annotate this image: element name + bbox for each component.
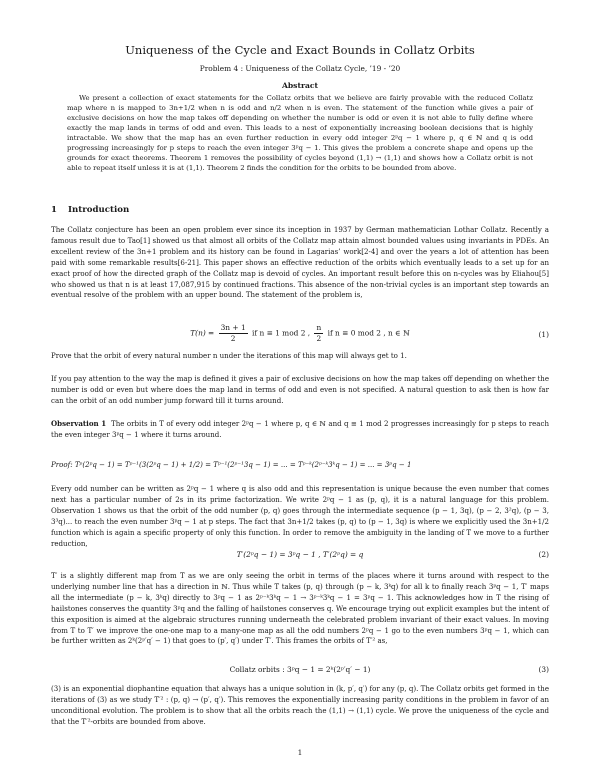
equation-1-tag: (1) (538, 330, 549, 339)
equation-3 (51, 665, 549, 679)
observation-1-heading: Observation 1 (51, 419, 107, 428)
equation-1 (51, 323, 549, 347)
eq1-fraction-even (314, 323, 323, 344)
equation-2 (51, 550, 549, 564)
eq1-fraction-odd (219, 323, 248, 344)
equation-1-body (51, 323, 549, 344)
paragraph-t-prime: T′ is a slightly different map from T as we are only seeing the orbit in terms of the places where it turns around with respect to the underlying number line that has a direction in ℕ. Thus while T takes (p, q) through (p − k, 3ᵏq) for all k to finally reach 3ᵖq − 1, T′ maps all the intermediate (p − k, 3ᵏq) directly to 3ᵖq − 1 as 2ᵖ⁻ᵏ3ᵏq − 1 → 3ᵖ⁻ᵏ3ᵏq − 1 = 3ᵖq − 1. This acknowledges how in T the rising of hailstones conserves the quantity 3ᵖq and the falling of hailstones conserves q. We encourage trying out explicit examples but the intent of this exposition is aimed at the algebraic structures running underneath the celebrated problem invariant of their exact values. In moving from T to T′ we improve the one-one map to a many-one map as all the odd numbers 2ᵖq − 1 go to the even numbers 3ᵖq − 1, which can be further written as 2ᵏ(2ᵖ′q′ − 1) that goes to (p′, q′) under T′. This frames the orbits of T′² as, (51, 571, 549, 646)
abstract-heading: Abstract (281, 81, 319, 90)
eq1-cond-odd: if n ≡ 1 mod 2 , (252, 328, 311, 338)
intro-paragraph-1: The Collatz conjecture has been an open problem ever since its inception in 1937 by German mathematician Lothar Collatz. Recently a famous result due to Tao[1] showed us that almost all orbits of the Collatz map attain almost bounded values using invariants in PDEs. An excellent review of the 3n+1 problem and its history can be found in Lagarias’ work[2-4] and over the years a lot of attention has been paid with some remarkable results[6-21]. This paper shows an effective reduction of the orbits which eventually leads to a set up for an exact proof of how the directed graph of the Collatz map is devoid of cycles. An important result before this on n-cycles was by Eliahou[5] who showed us that n is at least 17,087,915 by continued fractions. This absence of the non-trivial cycles is an important step towards an eventual resolve of the problem with an upper bound. The statement of the problem is, (51, 225, 549, 300)
observation-1-body: The orbits in T of every odd integer 2ᵖq − 1 where p, q ∈ ℕ and q ≡ 1 mod 2 progresses increasingly for p steps to reach the even integer 3ᵖq − 1 where it turns around. (51, 419, 549, 439)
paper-subtitle: Problem 4 : Uniqueness of the Collatz Cycle, ’19 - ’20 (199, 64, 401, 73)
abstract-text: We present a collection of exact statements for the Collatz orbits that we believe are fairly provable with the reduced Collatz map where n is mapped to 3n+1/2 when n is odd and n/2 when n is even. The statement of the function while gives a pair of exclusive decisions on how the map takes off depending on whether the number is odd or even it is not able to fully define where exactly the map lands in terms of odd and even. This leads to a nest of exponentially increasing boolean decisions that is highly intractable. We show that the map has an even further reduction in every odd integer 2ᵖq − 1 where p, q ∈ ℕ and q is odd progressing increasingly for p steps to reach the even integer 3ᵖq − 1. This gives the problem a concrete shape and opens up the grounds for exact theorems. Theorem 1 removes the possibility of cycles beyond (1,1) → (1,1) and shows how a Collatz orbit is not able to repeat itself unless it is at (1,1). Theorem 2 finds the condition for the orbits to be bounded from above. (67, 94, 533, 172)
page-number: 1 (297, 748, 303, 757)
equation-2-body: T′(2ᵖq − 1) = 3ᵖq − 1 , T′(2ᵖq) = q (236, 550, 364, 559)
eq1-frac1-num: 3n + 1 (220, 323, 246, 332)
proof-body: Tᵖ(2ᵖq − 1) = Tᵖ⁻¹(3(2ᵖq − 1) + 1/2) = Tᵖ⁻¹(2ᵖ⁻¹3q − 1) = ... = Tᵖ⁻ᵏ(2ᵖ⁻ᵏ3ᵏq − 1) = ... = 3ᵖq − 1 (74, 460, 412, 469)
intro-paragraph-3: If you pay attention to the way the map is defined it gives a pair of exclusive decisions on how the map takes off depending on whether the number is odd or even but where does the map land in terms of odd and even is not specified. A natural question to ask then is how far can the orbit of an odd number jump forward till it turns around. (51, 374, 549, 405)
eq1-lhs: T(n) = (190, 328, 215, 338)
paragraph-diophantine: (3) is an exponential diophantine equation that always has a unique solution in (k, p′, q′) for any (p, q). The Collatz orbits get formed in the iterations of (3) as we study T′² : (p, q) → (p′, q′). This removes the exponentially increasing parity conditions in the problem in favor of an unconditional evolution. The problem is to show that all the orbits reach the (1,1) → (1,1) cycle. We prove the uniqueness of the cycle and that the T′²-orbits are bounded from above. (51, 684, 549, 726)
abstract (67, 93, 533, 173)
proof-label: Proof: (51, 460, 73, 469)
eq1-cond-even: if n ≡ 0 mod 2 , n ∈ ℕ (327, 328, 410, 338)
eq1-frac1-den: 2 (230, 334, 236, 343)
intro-paragraph-2: Prove that the orbit of every natural number n under the iterations of this map will always get to 1. (51, 351, 407, 360)
equation-2-tag: (2) (538, 550, 549, 559)
equation-3-body: Collatz orbits : 3ᵖq − 1 = 2ᵏ(2ᵖ′q′ − 1) (229, 665, 371, 674)
section-number: 1 (51, 205, 57, 215)
eq1-frac2-num: n (316, 323, 322, 332)
proof (51, 459, 549, 470)
paragraph-reduction: Every odd number can be written as 2ᵖq − 1 where q is also odd and this representation is unique because the even number that comes next has a particular number of 2s in its prime factorization. We write 2ᵖq − 1 as (p, q), it is a natural language for this problem. Observation 1 shows us that the orbit of the odd number (p, q) goes through the intermediate sequence (p − 1, 3q), (p − 2, 3²q), (p − 3, 3³q)... to reach the even number 3ᵖq − 1 at p steps. The fact that 3n+1/2 takes (p, q) to (p − 1, 3q) is where we explicitly used the 3n+1/2 function which is again a specific property of only this function. In order to remove the ambiguity in the landing of T we move to a further reduction, (51, 484, 549, 548)
observation-1 (51, 419, 549, 441)
paper-title: Uniqueness of the Cycle and Exact Bounds in Collatz Orbits (125, 43, 475, 57)
section-heading-introduction (51, 205, 129, 215)
eq1-frac2-den: 2 (316, 334, 322, 343)
section-title: Introduction (68, 205, 130, 215)
equation-3-tag: (3) (538, 665, 549, 674)
